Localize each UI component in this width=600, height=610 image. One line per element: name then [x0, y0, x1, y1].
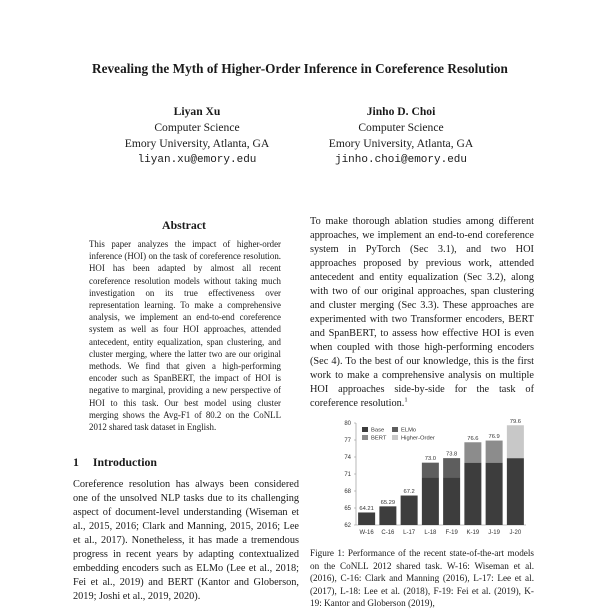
abstract-heading: Abstract [162, 218, 206, 232]
figure-chart [330, 417, 530, 543]
section-title: Introduction [92, 455, 157, 469]
author-dept: Computer Science [358, 121, 444, 134]
bar-segment-base [486, 463, 503, 525]
bar-value-label: 67.2 [403, 489, 415, 496]
bar-value-label: 64.21 [359, 505, 374, 512]
legend-label: Base [371, 427, 385, 434]
author-name: Jinho D. Choi [366, 105, 436, 118]
section-heading [73, 455, 157, 470]
author-block [92, 104, 302, 168]
x-tick-label: F-19 [445, 530, 458, 536]
x-tick-label: K-19 [466, 530, 480, 536]
y-tick-label: 68 [344, 489, 351, 496]
bar-segment-base [422, 477, 439, 525]
bar-segment-elmo [443, 458, 460, 477]
legend-swatch [362, 435, 368, 440]
x-tick-label: L-18 [424, 530, 437, 536]
x-tick-label: W-16 [359, 530, 374, 536]
legend-label: Higher-Order [401, 435, 435, 442]
legend-swatch [392, 427, 398, 432]
legend-label: BERT [371, 435, 387, 442]
y-tick-label: 65 [344, 506, 351, 513]
author-dept: Computer Science [154, 121, 240, 134]
footnote-mark[interactable]: 1 [404, 396, 408, 404]
x-tick-label: L-17 [403, 530, 416, 536]
legend-label: ELMo [401, 427, 417, 434]
bar-segment-base [379, 506, 396, 525]
paragraph-text: To make thorough ablation studies among different approaches, we implement an end-to-end coreference system in PyTorch (Sec 3.1), and two HOI approaches proposed by previous work, attended antecedent and entity equalization (Sec 3.2), along with two of our original approaches, span clustering and cluster merging (Sec 3.3). These approaches are experimented with two Transformer encoders, BERT and SpanBERT, to assess how effective HOI is even when coupled with those high-performing encoders (Sec 4). To the best of our knowledge, this is the first work to make a comprehensive analysis on multiple HOI approaches side-by-side for the task of coreference resolution. [310, 216, 534, 409]
x-tick-label: J-19 [488, 530, 500, 536]
bar-value-label: 65.29 [380, 499, 396, 506]
bar-segment-base [443, 477, 460, 525]
bar-value-label: 76.9 [488, 434, 500, 441]
x-tick-label: C-16 [381, 530, 395, 536]
introduction-text: Coreference resolution has always been considered one of the unsolved NLP tasks due to its challenging aspect of document-level understanding (Wiseman et al., 2015, 2016; Clark and Manning, 2015, 2016; Lee et al., 2017). Nonetheless, it has made a tremendous progress in recent years by adapting contextualized embedding encoders such as ELMo (Lee et al., 2018; Fei et al., 2019) and BERT (Kantor and Globerson, 2019; Joshi et al., 2019, 2020). [73, 479, 299, 602]
y-tick-label: 77 [344, 438, 351, 445]
y-tick-label: 74 [344, 455, 351, 462]
y-tick-label: 71 [344, 472, 351, 479]
author-name: Liyan Xu [173, 105, 221, 118]
bar-segment-base [464, 463, 481, 525]
section-number: 1 [73, 455, 79, 469]
bar-value-label: 73.8 [445, 451, 458, 458]
author-affiliation: Emory University, Atlanta, GA [124, 137, 270, 150]
abstract-text: This paper analyzes the impact of higher-order inference (HOI) on the task of coreference resolution. HOI has been adapted by almost all recent coreference resolution models without taking much investigation on its true effectiveness over representation learning. To make a comprehensive analysis, we implement an end-to-end coreference system as well as four HOI approaches, attended antecedent, entity equalization, span clustering, and cluster merging, where the latter two are our original methods. We find that given a high-performing encoder such as SpanBERT, the impact of HOI is negative to marginal, providing a new perspective of HOI to this task. Our best model using cluster merging shows the Avg-F1 of 80.2 on the CoNLL 2012 shared task dataset in English. [89, 239, 281, 433]
bar-segment-base [358, 512, 375, 525]
x-tick-label: J-20 [509, 530, 522, 536]
y-tick-label: 80 [344, 421, 351, 428]
bar-segment-higher-order [507, 425, 524, 458]
bar-segment-bert [486, 441, 503, 463]
bar-segment-base [507, 458, 524, 525]
legend-swatch [392, 435, 398, 440]
right-column-paragraph [310, 215, 534, 411]
paper-title: Revealing the Myth of Higher-Order Inference in Coreference Resolution [92, 61, 508, 76]
figure-caption: Figure 1: Performance of the recent state-of-the-art models on the CoNLL 2012 shared task. W-16: Wiseman et al. (2016), C-16: Clark and Manning (2016), L-17: Lee et al. (2017), L-18: Lee et al. (2018), F-19: Fei et al. (2019), K-19: Kantor and Globerson (2019), [310, 548, 534, 609]
author-email[interactable]: liyan.xu@emory.edu [137, 154, 257, 166]
bar-value-label: 79.6 [509, 418, 522, 425]
bar-value-label: 73.0 [424, 456, 437, 463]
legend-swatch [362, 427, 368, 432]
bar-segment-base [401, 496, 418, 525]
bar-segment-bert [464, 442, 481, 462]
author-email[interactable]: jinho.choi@emory.edu [334, 154, 468, 166]
bar-value-label: 76.6 [467, 435, 479, 442]
author-affiliation: Emory University, Atlanta, GA [328, 137, 474, 150]
author-block [296, 104, 506, 168]
y-tick-label: 62 [344, 523, 351, 530]
bar-segment-elmo [422, 463, 439, 478]
